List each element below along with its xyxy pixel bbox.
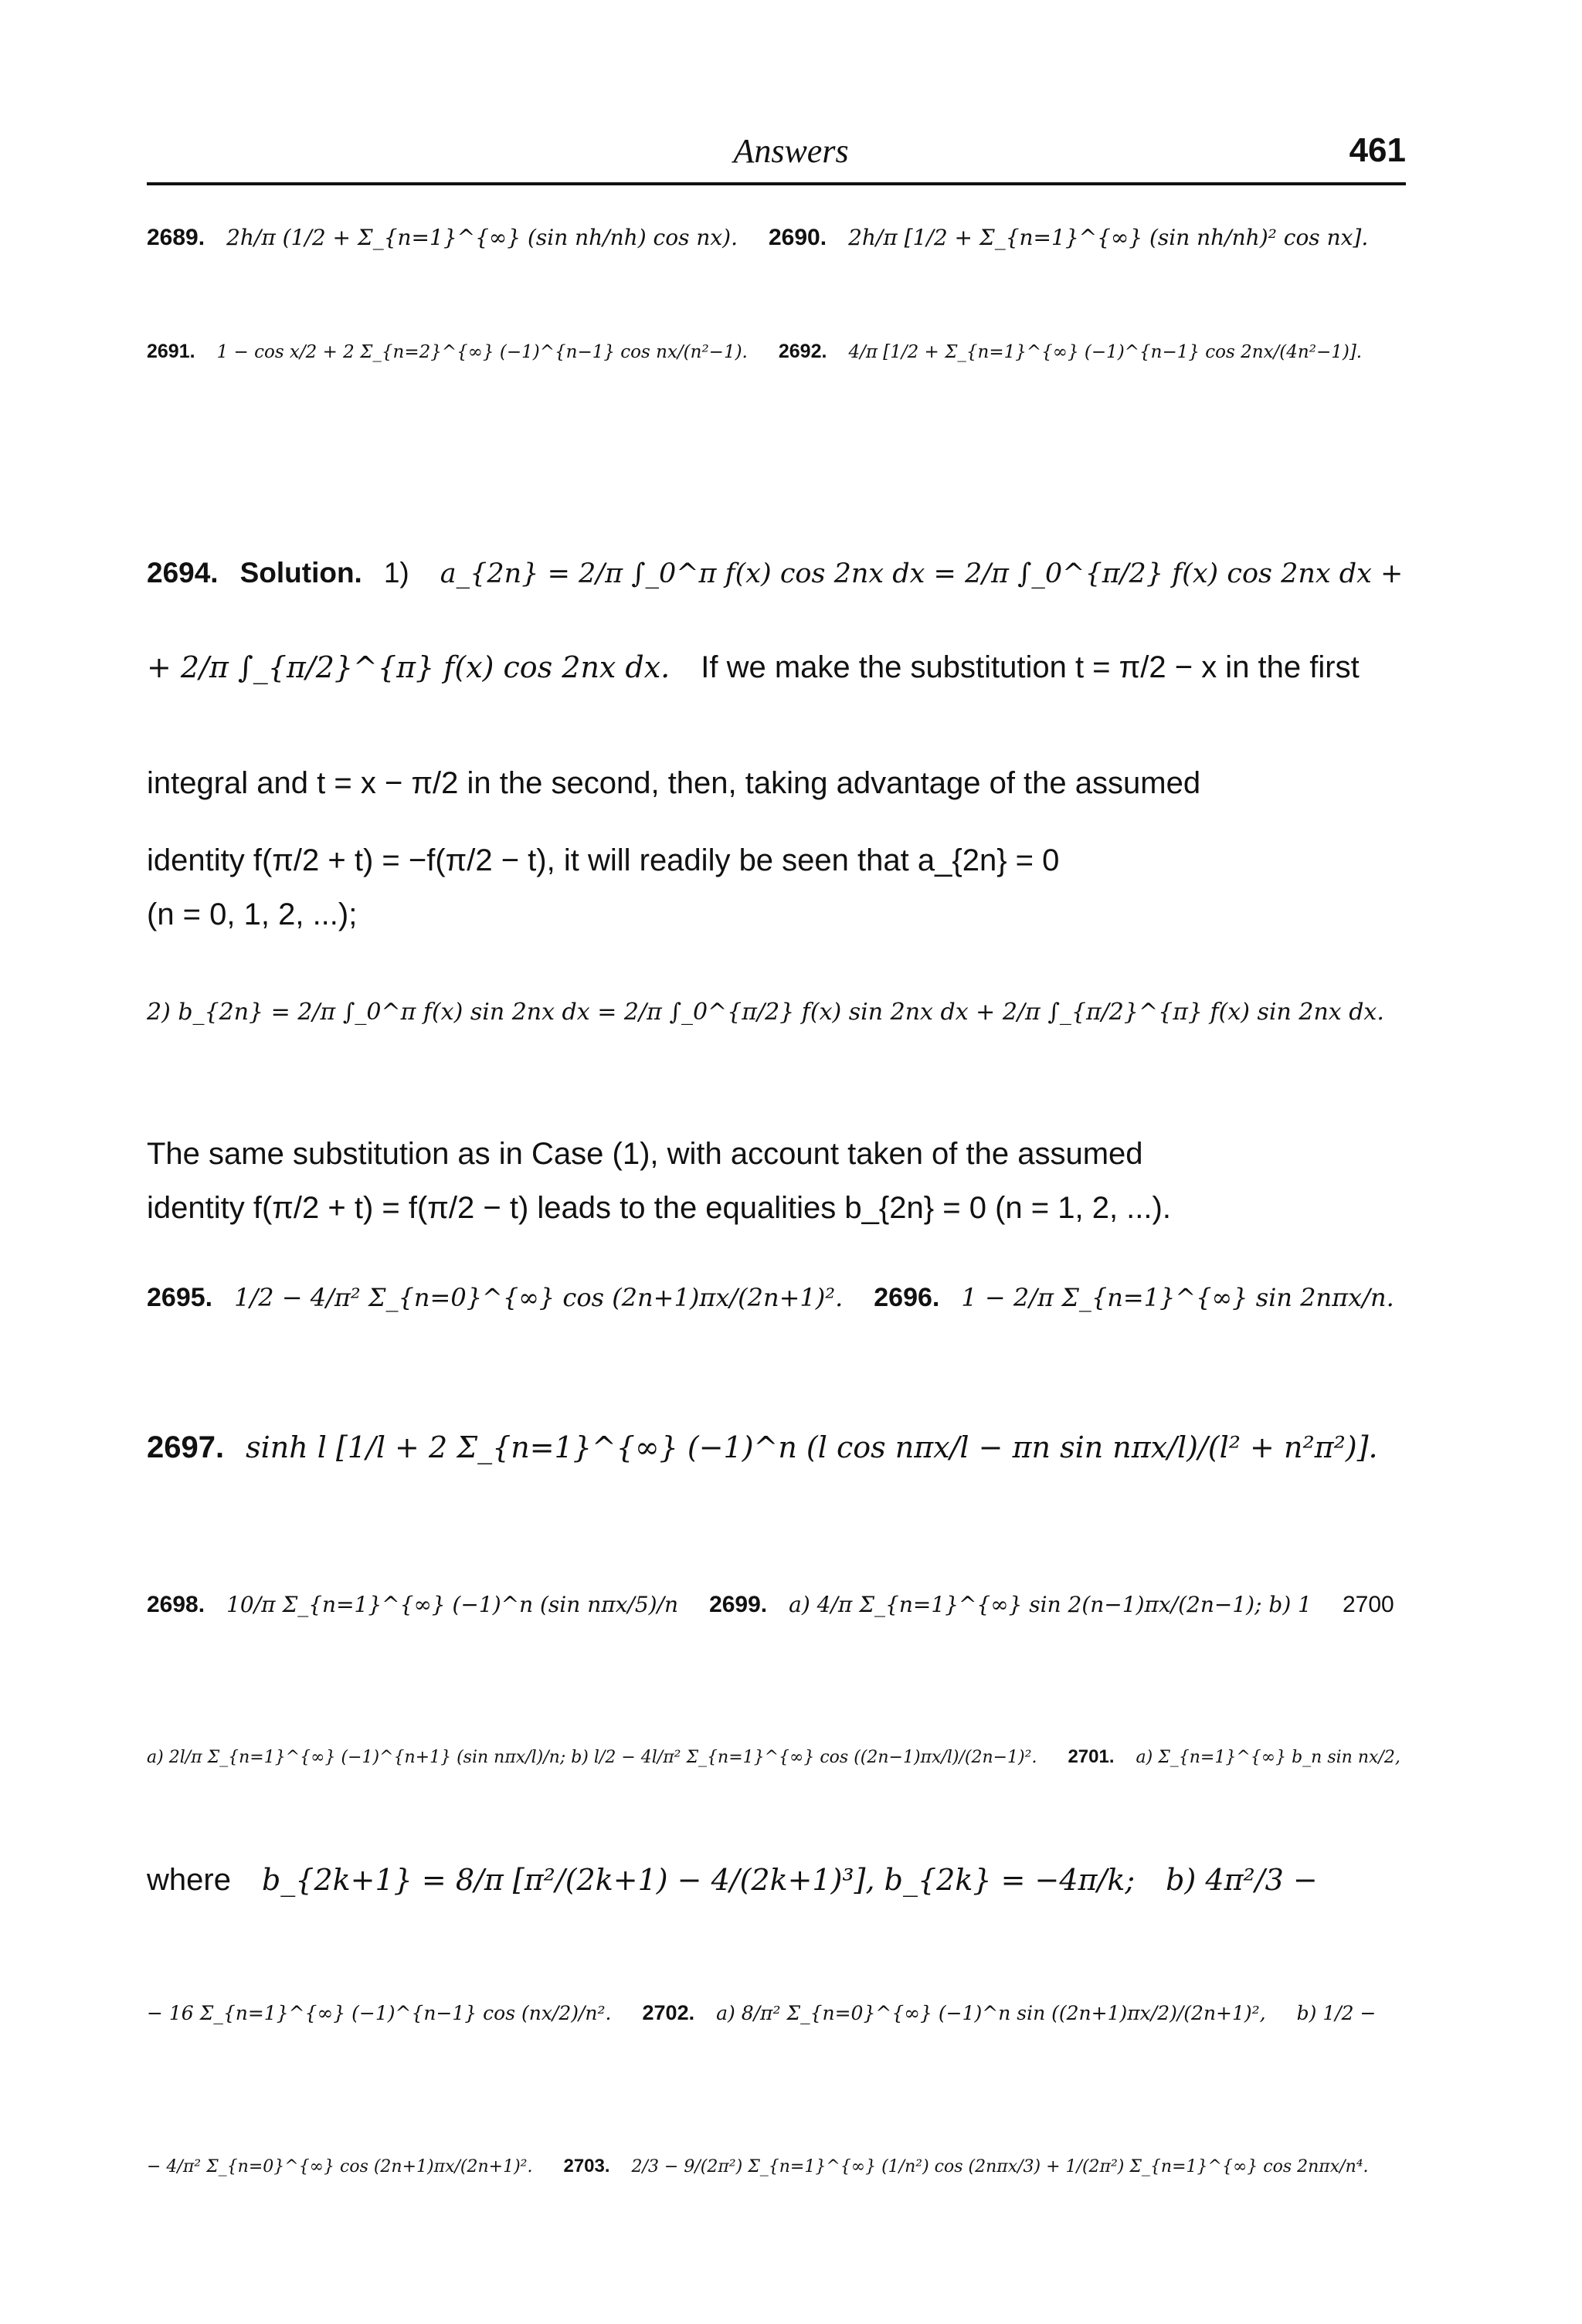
formula: 2h/π (1/2 + Σ_{n=1}^{∞} (sin nh/nh) cos nx).	[226, 225, 738, 250]
formula: a) 2l/π Σ_{n=1}^{∞} (−1)^{n+1} (sin nπx/l)/n; b) l/2 − 4l/π² Σ_{n=1}^{∞} cos ((2n−1)πx/l)/(2n−1)².	[147, 1748, 1037, 1767]
solution-2694-line4	[147, 842, 1406, 879]
formula: a) 4/π Σ_{n=1}^{∞} sin 2(n−1)πx/(2n−1); b) 1	[789, 1592, 1312, 1617]
solution-text: integral and t = x − π/2 in the second, then, taking advantage of the assumed	[147, 766, 1201, 800]
entry-2698-2699	[147, 1591, 1406, 1619]
formula: b_{2k+1} = 8/π [π²/(2k+1) − 4/(2k+1)³], b_{2k} = −4π/k;	[261, 1863, 1136, 1897]
entry-number: 2699.	[709, 1592, 768, 1617]
formula: a) 8/π² Σ_{n=0}^{∞} (−1)^n sin ((2n+1)πx/2)/(2n+1)²,	[716, 2002, 1266, 2024]
formula: − 16 Σ_{n=1}^{∞} (−1)^{n−1} cos (nx/2)/n².	[147, 2002, 612, 2024]
entry-number: 2697.	[147, 1430, 225, 1464]
where-label: where	[147, 1863, 231, 1897]
entry-2702b-2703	[147, 2155, 1406, 2178]
solution-text: The same substitution as in Case (1), with account taken of the assumed	[147, 1137, 1143, 1171]
entry-number: 2698.	[147, 1592, 205, 1617]
entry-2701b-2702	[147, 2000, 1406, 2026]
entry-number: 2692.	[778, 341, 827, 362]
solution-2694-line3	[147, 765, 1406, 802]
entry-2701-where	[147, 1861, 1406, 1898]
running-header-title: Answers	[733, 132, 849, 170]
header-rule	[147, 182, 1406, 185]
formula: 2/3 − 9/(2π²) Σ_{n=1}^{∞} (1/n²) cos (2nπx/3) + 1/(2π²) Σ_{n=1}^{∞} cos 2nπx/n⁴.	[631, 2157, 1369, 2176]
part-marker: 1)	[383, 557, 409, 589]
entry-number: 2701.	[1068, 1746, 1115, 1767]
solution-label: Solution.	[239, 557, 362, 589]
formula: + 2/π ∫_{π/2}^{π} f(x) cos 2nx dx.	[147, 650, 670, 684]
formula: 1/2 − 4/π² Σ_{n=0}^{∞} cos (2n+1)πx/(2n+1)².	[234, 1283, 844, 1312]
entry-number: 2690.	[769, 225, 827, 250]
formula: a_{2n} = 2/π ∫_0^π f(x) cos 2nx dx = 2/π ∫_0^{π/2} f(x) cos 2nx dx +	[440, 558, 1404, 589]
solution-2694-line5	[147, 896, 1406, 933]
formula: b) 4π²/3 −	[1166, 1863, 1318, 1897]
solution-text: (n = 0, 1, 2, ...);	[147, 897, 358, 931]
page-number: 461	[1349, 131, 1406, 169]
solution-2694-line2	[147, 649, 1406, 686]
formula: b) 1/2 −	[1296, 2002, 1377, 2024]
entry-number: 2695.	[147, 1283, 213, 1312]
formula: 1 − cos x/2 + 2 Σ_{n=2}^{∞} (−1)^{n−1} cos nx/(n²−1).	[216, 342, 748, 362]
solution-text: If we make the substitution t = π/2 − x in the first	[701, 650, 1360, 684]
formula: 4/π [1/2 + Σ_{n=1}^{∞} (−1)^{n−1} cos 2nx/(4n²−1)].	[848, 342, 1363, 362]
entry-number: 2696.	[874, 1283, 940, 1312]
solution-text: identity f(π/2 + t) = −f(π/2 − t), it will readily be seen that a_{2n} = 0	[147, 843, 1060, 877]
solution-2694-line6	[147, 996, 1406, 1026]
formula: 2) b_{2n} = 2/π ∫_0^π f(x) sin 2nx dx = 2/π ∫_0^{π/2} f(x) sin 2nx dx + 2/π ∫_{π/2}^{π} f(x) sin 2nx dx.	[147, 999, 1384, 1026]
solution-2694-line1	[147, 556, 1406, 590]
entry-2700-2701	[147, 1746, 1406, 1769]
entry-number: 2702.	[642, 2001, 695, 2024]
formula: sinh l [1/l + 2 Σ_{n=1}^{∞} (−1)^n (l cos nπx/l − πn sin nπx/l)/(l² + n²π²)].	[246, 1430, 1378, 1464]
entry-2695-2696	[147, 1282, 1406, 1314]
entry-2689-2690	[147, 224, 1406, 252]
solution-text: identity f(π/2 + t) = f(π/2 − t) leads to the equalities b_{2n} = 0 (n = 1, 2, ...).	[147, 1191, 1171, 1225]
entry-number: 2694.	[147, 557, 219, 589]
solution-2694-line7	[147, 1135, 1406, 1172]
entry-number: 2700	[1342, 1592, 1394, 1617]
entry-2697	[147, 1429, 1406, 1466]
solution-2694-line8	[147, 1189, 1406, 1226]
entry-number: 2703.	[563, 2156, 610, 2176]
formula: 1 − 2/π Σ_{n=1}^{∞} sin 2nπx/n.	[961, 1283, 1394, 1312]
entry-number: 2689.	[147, 225, 205, 250]
formula: 2h/π [1/2 + Σ_{n=1}^{∞} (sin nh/nh)² cos nx].	[848, 225, 1369, 250]
entry-2691-2692	[147, 340, 1406, 364]
formula: − 4/π² Σ_{n=0}^{∞} cos (2n+1)πx/(2n+1)².	[147, 2157, 533, 2176]
formula: 10/π Σ_{n=1}^{∞} (−1)^n (sin nπx/5)/n	[226, 1592, 679, 1617]
entry-number: 2691.	[147, 341, 195, 362]
formula: a) Σ_{n=1}^{∞} b_n sin nx/2,	[1136, 1748, 1400, 1767]
